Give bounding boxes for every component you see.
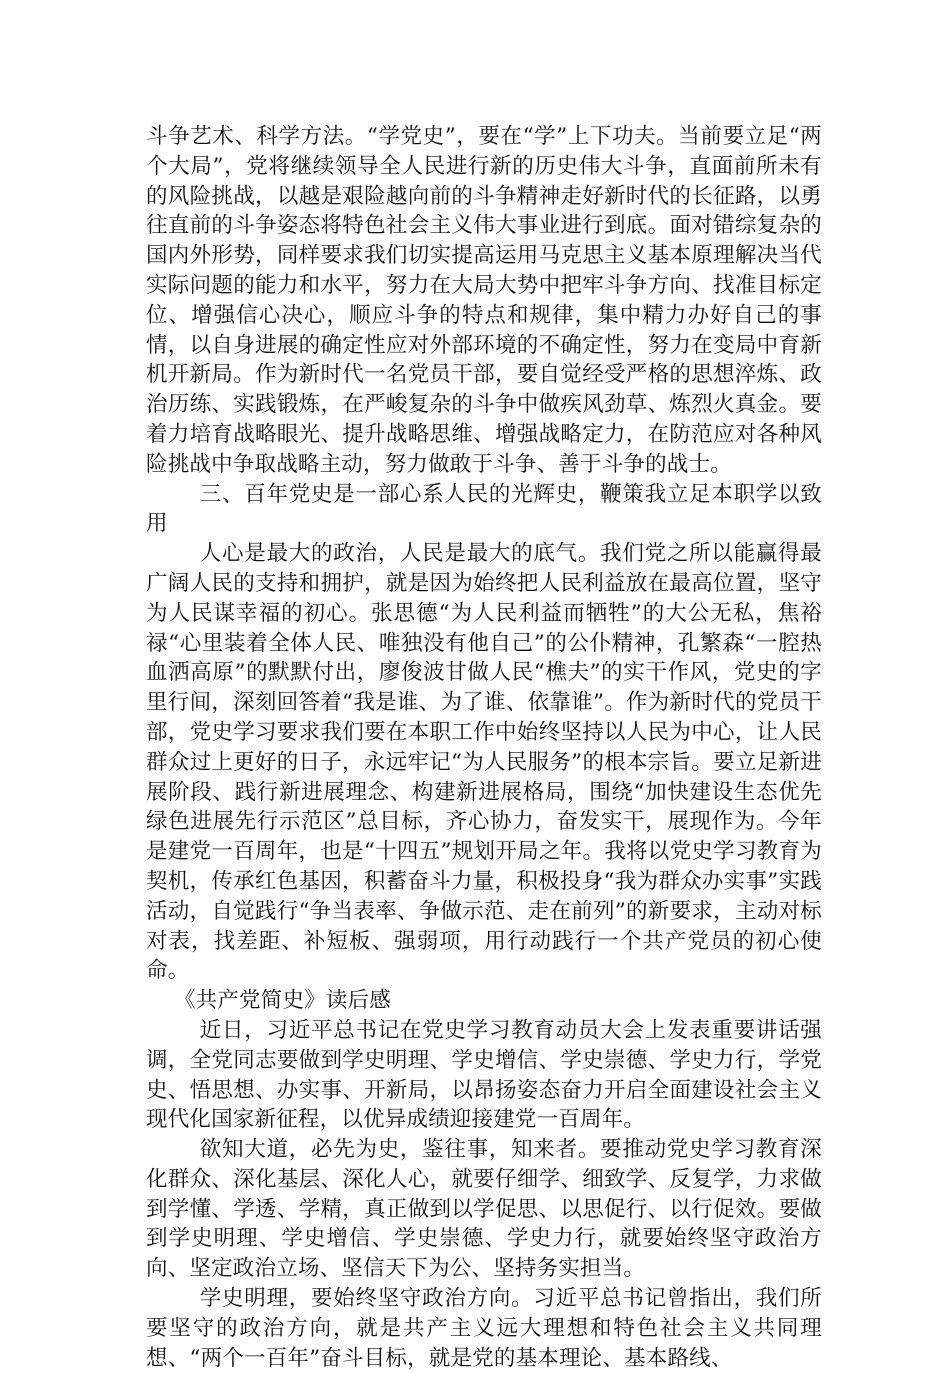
document-page [146,122,822,1373]
essay-title: 《共产党简史》读后感 [173,988,391,1014]
paragraph-people: 人心是最大的政治，人民是最大的底气。我们党之所以能赢得最广阔人民的支持和拥护，就是因为始终把人民利益放在最高位置，坚守为人民谋幸福的初心。张思德“为人民利益而牺牲”的大公无私，焦裕禄“心里装着全体人民、唯独没有他自己”的公仆精神，孔繁森“一腔热血洒高原”的默默付出，廖俊波甘做人民“樵夫”的实干作风，党史的字里行间，深刻回答着“我是谁、为了谁、依靠谁”。作为新时代的党员干部，党史学习要求我们要在本职工作中始终坚持以人民为中心，让人民群众过上更好的日子，永远牢记“为人民服务”的根本宗旨。要立足新进展阶段、践行新进展理念、构建新进展格局，围绕“加快建设生态优先绿色进展先行示范区”总目标，齐心协力，奋发实干，展现作为。今年是建党一百周年，也是“十四五”规划开局之年。我将以党史学习教育为契机，传承红色基因，积蓄奋斗力量，积极投身“我为群众办实事”实践活动，自觉践行“争当表率、争做示范、走在前列”的新要求，主动对标对表，找差距、补短板、强弱项，用行动践行一个共产党员的初心使命。 [146,541,822,984]
paragraph-know-history: 欲知大道，必先为史，鉴往事，知来者。要推动党史学习教育深化群众、深化基层、深化人心，就要仔细学、细致学、反复学，力求做到学懂、学透、学精，真正做到以学促思、以思促行、以行促效。要做到学史明理、学史增信、学史崇德、学史力行，就要始终坚守政治方向、坚定政治立场、坚信天下为公、坚持务实担当。 [146,1137,822,1282]
paragraph-political-direction: 学史明理，要始终坚守政治方向。习近平总书记曾指出，我们所要坚守的政治方向，就是共产主义远大理想和特色社会主义共同理想、“两个一百年”奋斗目标，就是党的基本理论、基本路线、 [146,1286,822,1371]
section-heading-three: 三、百年党史是一部心系人民的光辉史，鞭策我立足本职学以致用 [146,481,822,537]
paragraph-struggle-art: 斗争艺术、科学方法。“学党史”，要在“学”上下功夫。当前要立足“两个大局”，党将继续领导全人民进行新的历史伟大斗争，直面前所未有的风险挑战，以越是艰险越向前的斗争精神走好新时代的长征路，以勇往直前的斗争姿态将特色社会主义伟大事业进行到底。面对错综复杂的国内外形势，同样要求我们切实提高运用马克思主义基本原理解决当代实际问题的能力和水平，努力在大局大势中把牢斗争方向、找准目标定位、增强信心决心，顺应斗争的特点和规律，集中精力办好自己的事情，以自身进展的确定性应对外部环境的不确定性，努力在变局中育新机开新局。作为新时代一名党员干部，要自觉经受严格的思想淬炼、政治历练、实践锻炼，在严峻复杂的斗争中做疾风劲草、炼烈火真金。要着力培育战略眼光、提升战略思维、增强战略定力，在防范应对各种风险挑战中争取战略主动，努力做敢于斗争、善于斗争的战士。 [146,124,822,477]
paragraph-recently: 近日，习近平总书记在党史学习教育动员大会上发表重要讲话强调，全党同志要做到学史明理、学史增信、学史崇德、学史力行，学党史、悟思想、办实事、开新局，以昂扬姿态奋力开启全面建设社会主义现代化国家新征程，以优异成绩迎接建党一百周年。 [146,1017,822,1133]
